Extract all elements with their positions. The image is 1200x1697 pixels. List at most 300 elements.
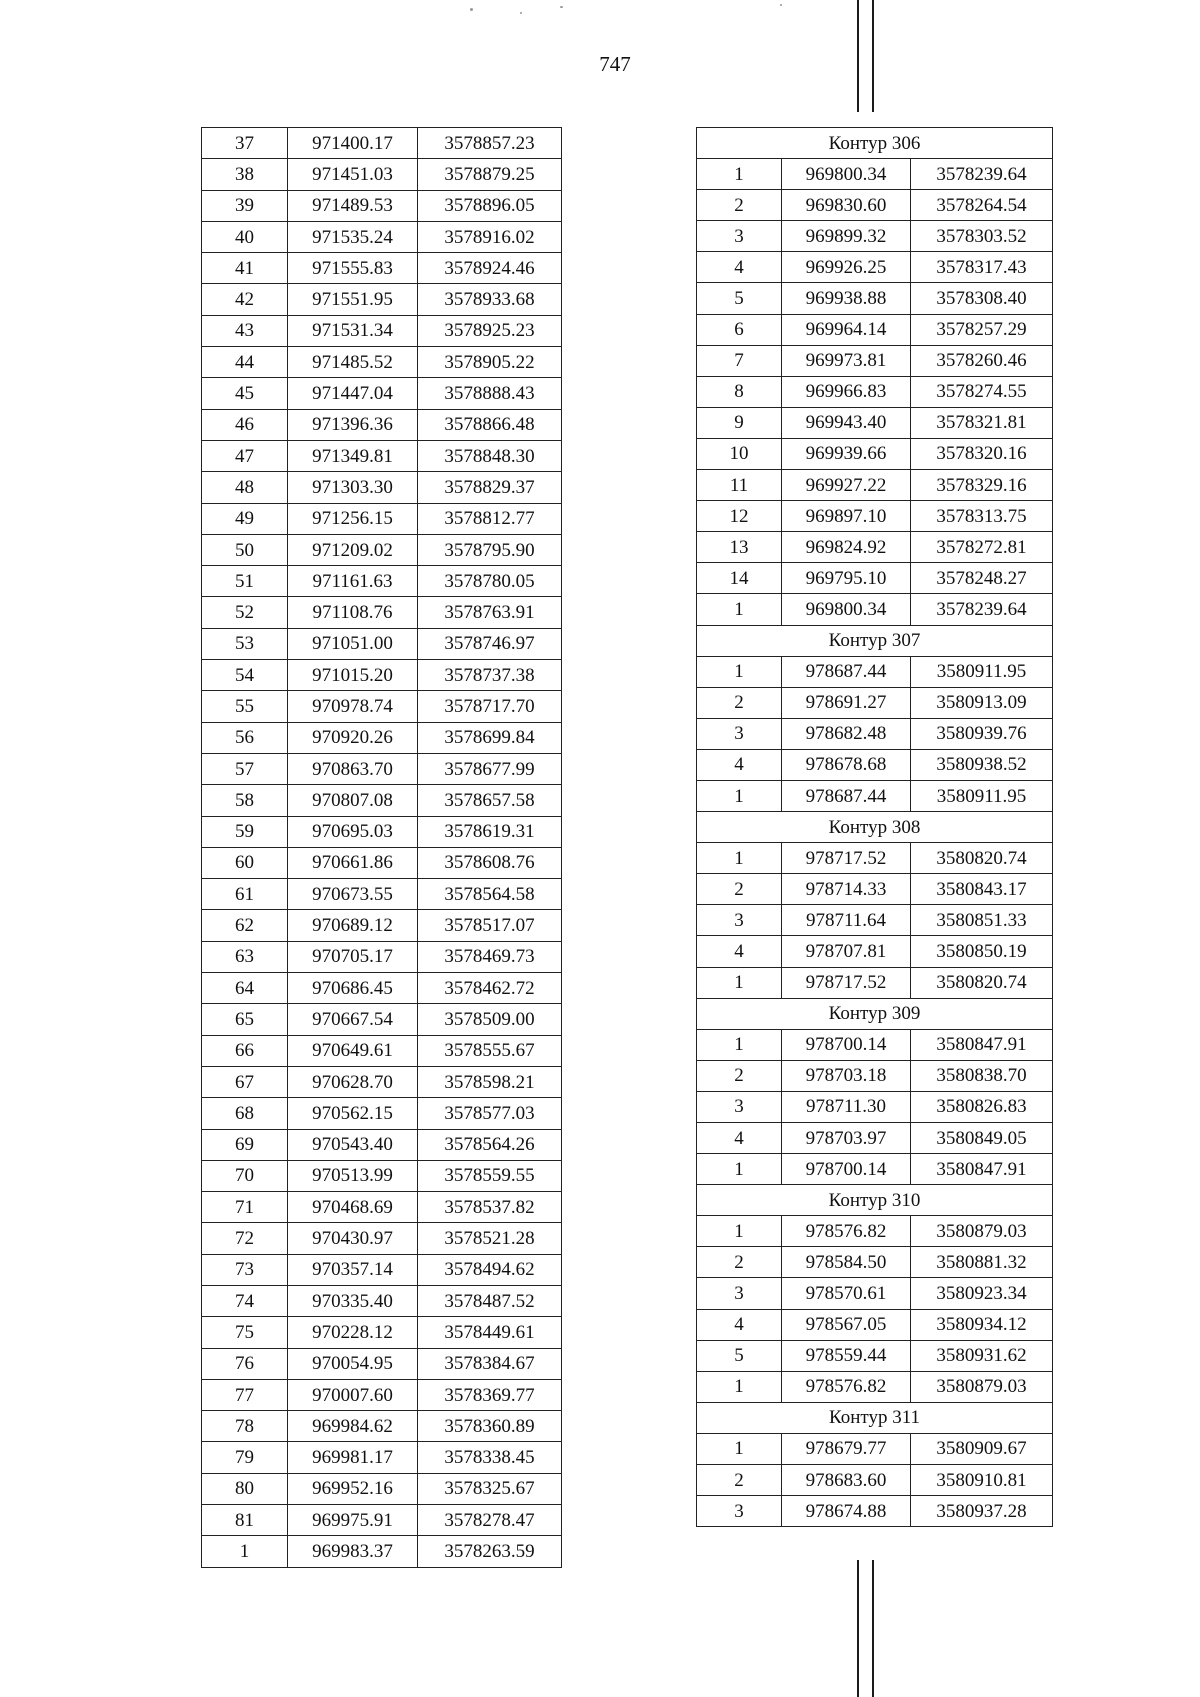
x-coordinate-cell: 969975.91: [288, 1505, 418, 1536]
point-number-cell: 4: [697, 252, 782, 283]
x-coordinate-cell: 971555.83: [288, 253, 418, 284]
table-row: [697, 687, 1053, 718]
table-row: [697, 470, 1053, 501]
x-coordinate-cell: 978570.61: [782, 1278, 911, 1309]
table-row: [202, 753, 562, 784]
x-coordinate-cell: 971209.02: [288, 534, 418, 565]
y-coordinate-cell: 3578369.77: [418, 1379, 562, 1410]
x-coordinate-cell: 969983.37: [288, 1536, 418, 1567]
y-coordinate-cell: 3580923.34: [911, 1278, 1053, 1309]
y-coordinate-cell: 3578257.29: [911, 314, 1053, 345]
point-number-cell: 58: [202, 785, 288, 816]
point-number-cell: 53: [202, 628, 288, 659]
y-coordinate-cell: 3580911.95: [911, 656, 1053, 687]
table-row: [697, 345, 1053, 376]
point-number-cell: 10: [697, 438, 782, 469]
table-row: [697, 1123, 1053, 1154]
y-coordinate-cell: 3580851.33: [911, 905, 1053, 936]
x-coordinate-cell: 971108.76: [288, 597, 418, 628]
point-number-cell: 7: [697, 345, 782, 376]
table-row: [202, 315, 562, 346]
table-row: [697, 1309, 1053, 1340]
y-coordinate-cell: 3578517.07: [418, 910, 562, 941]
y-coordinate-cell: 3578384.67: [418, 1348, 562, 1379]
table-row: [202, 221, 562, 252]
table-row: [202, 1004, 562, 1035]
table-row: [202, 440, 562, 471]
table-row: [202, 1129, 562, 1160]
x-coordinate-cell: 971451.03: [288, 159, 418, 190]
y-coordinate-cell: 3578916.02: [418, 221, 562, 252]
table-row: [202, 1442, 562, 1473]
binding-rule: [872, 0, 874, 112]
x-coordinate-cell: 969899.32: [782, 221, 911, 252]
x-coordinate-cell: 970807.08: [288, 785, 418, 816]
contour-title: Контур 308: [697, 812, 1053, 843]
x-coordinate-cell: 969830.60: [782, 190, 911, 221]
y-coordinate-cell: 3580820.74: [911, 843, 1053, 874]
y-coordinate-cell: 3578657.58: [418, 785, 562, 816]
x-coordinate-cell: 970661.86: [288, 847, 418, 878]
point-number-cell: 1: [697, 159, 782, 190]
y-coordinate-cell: 3580820.74: [911, 967, 1053, 998]
point-number-cell: 4: [697, 749, 782, 780]
x-coordinate-cell: 970689.12: [288, 910, 418, 941]
point-number-cell: 37: [202, 128, 288, 159]
point-number-cell: 1: [697, 1029, 782, 1060]
y-coordinate-cell: 3578780.05: [418, 566, 562, 597]
x-coordinate-cell: 978687.44: [782, 656, 911, 687]
table-row: [697, 656, 1053, 687]
table-row: [697, 1029, 1053, 1060]
point-number-cell: 70: [202, 1160, 288, 1191]
y-coordinate-cell: 3578487.52: [418, 1285, 562, 1316]
point-number-cell: 74: [202, 1285, 288, 1316]
contour-header-row: [697, 998, 1053, 1029]
x-coordinate-cell: 969939.66: [782, 438, 911, 469]
point-number-cell: 13: [697, 532, 782, 563]
y-coordinate-cell: 3578329.16: [911, 470, 1053, 501]
point-number-cell: 14: [697, 563, 782, 594]
table-row: [697, 874, 1053, 905]
point-number-cell: 1: [697, 1371, 782, 1402]
point-number-cell: 42: [202, 284, 288, 315]
y-coordinate-cell: 3578857.23: [418, 128, 562, 159]
y-coordinate-cell: 3578462.72: [418, 973, 562, 1004]
point-number-cell: 2: [697, 1060, 782, 1091]
table-row: [202, 128, 562, 159]
y-coordinate-cell: 3578317.43: [911, 252, 1053, 283]
point-number-cell: 3: [697, 221, 782, 252]
x-coordinate-cell: 969943.40: [782, 407, 911, 438]
x-coordinate-cell: 969897.10: [782, 501, 911, 532]
table-row: [697, 967, 1053, 998]
scan-speck: [520, 12, 522, 14]
y-coordinate-cell: 3580850.19: [911, 936, 1053, 967]
y-coordinate-cell: 3580913.09: [911, 687, 1053, 718]
y-coordinate-cell: 3578879.25: [418, 159, 562, 190]
y-coordinate-cell: 3578521.28: [418, 1223, 562, 1254]
x-coordinate-cell: 969984.62: [288, 1411, 418, 1442]
table-row: [697, 1278, 1053, 1309]
point-number-cell: 43: [202, 315, 288, 346]
x-coordinate-cell: 970667.54: [288, 1004, 418, 1035]
y-coordinate-cell: 3578829.37: [418, 472, 562, 503]
point-number-cell: 2: [697, 1465, 782, 1496]
point-number-cell: 48: [202, 472, 288, 503]
y-coordinate-cell: 3578325.67: [418, 1473, 562, 1504]
left-table-body: [202, 128, 562, 1568]
point-number-cell: 73: [202, 1254, 288, 1285]
y-coordinate-cell: 3580939.76: [911, 718, 1053, 749]
x-coordinate-cell: 969926.25: [782, 252, 911, 283]
point-number-cell: 4: [697, 936, 782, 967]
y-coordinate-cell: 3580849.05: [911, 1123, 1053, 1154]
y-coordinate-cell: 3578699.84: [418, 722, 562, 753]
table-row: [697, 283, 1053, 314]
x-coordinate-cell: 970335.40: [288, 1285, 418, 1316]
table-row: [202, 1411, 562, 1442]
point-number-cell: 62: [202, 910, 288, 941]
y-coordinate-cell: 3578746.97: [418, 628, 562, 659]
x-coordinate-cell: 978711.64: [782, 905, 911, 936]
point-number-cell: 56: [202, 722, 288, 753]
table-row: [202, 1505, 562, 1536]
point-number-cell: 67: [202, 1066, 288, 1097]
point-number-cell: 52: [202, 597, 288, 628]
y-coordinate-cell: 3578449.61: [418, 1317, 562, 1348]
point-number-cell: 47: [202, 440, 288, 471]
y-coordinate-cell: 3578619.31: [418, 816, 562, 847]
x-coordinate-cell: 978678.68: [782, 749, 911, 780]
scan-speck: [470, 8, 473, 11]
y-coordinate-cell: 3580881.32: [911, 1247, 1053, 1278]
y-coordinate-cell: 3578303.52: [911, 221, 1053, 252]
x-coordinate-cell: 969800.34: [782, 159, 911, 190]
point-number-cell: 38: [202, 159, 288, 190]
y-coordinate-cell: 3578677.99: [418, 753, 562, 784]
point-number-cell: 78: [202, 1411, 288, 1442]
point-number-cell: 64: [202, 973, 288, 1004]
y-coordinate-cell: 3580838.70: [911, 1060, 1053, 1091]
point-number-cell: 2: [697, 687, 782, 718]
point-number-cell: 44: [202, 347, 288, 378]
y-coordinate-cell: 3578564.58: [418, 879, 562, 910]
x-coordinate-cell: 969973.81: [782, 345, 911, 376]
y-coordinate-cell: 3578537.82: [418, 1192, 562, 1223]
right-table-body: [697, 128, 1053, 1527]
point-number-cell: 3: [697, 1278, 782, 1309]
table-row: [202, 597, 562, 628]
point-number-cell: 1: [697, 656, 782, 687]
x-coordinate-cell: 970543.40: [288, 1129, 418, 1160]
table-row: [202, 785, 562, 816]
x-coordinate-cell: 969927.22: [782, 470, 911, 501]
x-coordinate-cell: 971551.95: [288, 284, 418, 315]
x-coordinate-cell: 978576.82: [782, 1216, 911, 1247]
table-row: [202, 159, 562, 190]
x-coordinate-cell: 971256.15: [288, 503, 418, 534]
y-coordinate-cell: 3578321.81: [911, 407, 1053, 438]
table-row: [202, 1536, 562, 1567]
contour-title: Контур 307: [697, 625, 1053, 656]
x-coordinate-cell: 978714.33: [782, 874, 911, 905]
x-coordinate-cell: 978700.14: [782, 1029, 911, 1060]
x-coordinate-cell: 978691.27: [782, 687, 911, 718]
binding-rule: [872, 1560, 874, 1697]
table-row: [202, 973, 562, 1004]
y-coordinate-cell: 3580826.83: [911, 1091, 1053, 1122]
table-row: [202, 941, 562, 972]
table-row: [202, 879, 562, 910]
y-coordinate-cell: 3580938.52: [911, 749, 1053, 780]
y-coordinate-cell: 3578564.26: [418, 1129, 562, 1160]
contour-title: Контур 309: [697, 998, 1053, 1029]
contour-header-row: [697, 1402, 1053, 1433]
y-coordinate-cell: 3578737.38: [418, 660, 562, 691]
point-number-cell: 72: [202, 1223, 288, 1254]
table-row: [697, 1465, 1053, 1496]
point-number-cell: 46: [202, 409, 288, 440]
y-coordinate-cell: 3580937.28: [911, 1496, 1053, 1527]
y-coordinate-cell: 3578717.70: [418, 691, 562, 722]
y-coordinate-cell: 3578795.90: [418, 534, 562, 565]
x-coordinate-cell: 970054.95: [288, 1348, 418, 1379]
point-number-cell: 1: [697, 843, 782, 874]
x-coordinate-cell: 971485.52: [288, 347, 418, 378]
table-row: [697, 1371, 1053, 1402]
x-coordinate-cell: 969938.88: [782, 283, 911, 314]
table-row: [202, 660, 562, 691]
y-coordinate-cell: 3578248.27: [911, 563, 1053, 594]
y-coordinate-cell: 3578278.47: [418, 1505, 562, 1536]
x-coordinate-cell: 970628.70: [288, 1066, 418, 1097]
table-row: [202, 409, 562, 440]
point-number-cell: 2: [697, 1247, 782, 1278]
point-number-cell: 1: [697, 967, 782, 998]
x-coordinate-cell: 970673.55: [288, 879, 418, 910]
point-number-cell: 2: [697, 874, 782, 905]
x-coordinate-cell: 969964.14: [782, 314, 911, 345]
y-coordinate-cell: 3578933.68: [418, 284, 562, 315]
point-number-cell: 68: [202, 1098, 288, 1129]
x-coordinate-cell: 970920.26: [288, 722, 418, 753]
table-row: [202, 378, 562, 409]
table-row: [202, 566, 562, 597]
y-coordinate-cell: 3578577.03: [418, 1098, 562, 1129]
y-coordinate-cell: 3578924.46: [418, 253, 562, 284]
x-coordinate-cell: 978700.14: [782, 1154, 911, 1185]
y-coordinate-cell: 3578905.22: [418, 347, 562, 378]
y-coordinate-cell: 3578338.45: [418, 1442, 562, 1473]
point-number-cell: 4: [697, 1123, 782, 1154]
point-number-cell: 3: [697, 1091, 782, 1122]
y-coordinate-cell: 3580909.67: [911, 1433, 1053, 1464]
x-coordinate-cell: 978687.44: [782, 780, 911, 811]
table-row: [697, 563, 1053, 594]
table-row: [697, 314, 1053, 345]
x-coordinate-cell: 971489.53: [288, 190, 418, 221]
y-coordinate-cell: 3578848.30: [418, 440, 562, 471]
table-row: [202, 1035, 562, 1066]
y-coordinate-cell: 3578260.46: [911, 345, 1053, 376]
point-number-cell: 5: [697, 1340, 782, 1371]
point-number-cell: 6: [697, 314, 782, 345]
table-row: [202, 253, 562, 284]
x-coordinate-cell: 970978.74: [288, 691, 418, 722]
y-coordinate-cell: 3578896.05: [418, 190, 562, 221]
table-row: [202, 1379, 562, 1410]
y-coordinate-cell: 3578925.23: [418, 315, 562, 346]
point-number-cell: 59: [202, 816, 288, 847]
y-coordinate-cell: 3580879.03: [911, 1371, 1053, 1402]
x-coordinate-cell: 970695.03: [288, 816, 418, 847]
point-number-cell: 63: [202, 941, 288, 972]
point-number-cell: 50: [202, 534, 288, 565]
point-number-cell: 55: [202, 691, 288, 722]
point-number-cell: 39: [202, 190, 288, 221]
y-coordinate-cell: 3580911.95: [911, 780, 1053, 811]
contour-title: Контур 310: [697, 1185, 1053, 1216]
y-coordinate-cell: 3578313.75: [911, 501, 1053, 532]
y-coordinate-cell: 3578308.40: [911, 283, 1053, 314]
table-row: [697, 594, 1053, 625]
point-number-cell: 79: [202, 1442, 288, 1473]
point-number-cell: 1: [697, 1433, 782, 1464]
x-coordinate-cell: 970007.60: [288, 1379, 418, 1410]
table-row: [697, 532, 1053, 563]
point-number-cell: 3: [697, 905, 782, 936]
x-coordinate-cell: 969824.92: [782, 532, 911, 563]
point-number-cell: 11: [697, 470, 782, 501]
x-coordinate-cell: 969981.17: [288, 1442, 418, 1473]
table-row: [697, 780, 1053, 811]
page-number: 747: [599, 52, 631, 76]
table-row: [697, 843, 1053, 874]
x-coordinate-cell: 970357.14: [288, 1254, 418, 1285]
left-coordinates-table: [201, 127, 562, 1568]
y-coordinate-cell: 3580847.91: [911, 1154, 1053, 1185]
table-row: [202, 816, 562, 847]
point-number-cell: 41: [202, 253, 288, 284]
x-coordinate-cell: 978682.48: [782, 718, 911, 749]
table-row: [697, 936, 1053, 967]
point-number-cell: 65: [202, 1004, 288, 1035]
point-number-cell: 8: [697, 376, 782, 407]
table-row: [202, 1223, 562, 1254]
table-row: [202, 503, 562, 534]
x-coordinate-cell: 970863.70: [288, 753, 418, 784]
y-coordinate-cell: 3578812.77: [418, 503, 562, 534]
x-coordinate-cell: 970468.69: [288, 1192, 418, 1223]
table-row: [202, 284, 562, 315]
point-number-cell: 45: [202, 378, 288, 409]
table-row: [697, 501, 1053, 532]
x-coordinate-cell: 971161.63: [288, 566, 418, 597]
x-coordinate-cell: 978703.97: [782, 1123, 911, 1154]
y-coordinate-cell: 3578888.43: [418, 378, 562, 409]
x-coordinate-cell: 969800.34: [782, 594, 911, 625]
table-row: [202, 847, 562, 878]
table-row: [202, 910, 562, 941]
y-coordinate-cell: 3580879.03: [911, 1216, 1053, 1247]
table-row: [202, 347, 562, 378]
point-number-cell: 81: [202, 1505, 288, 1536]
y-coordinate-cell: 3578559.55: [418, 1160, 562, 1191]
y-coordinate-cell: 3578494.62: [418, 1254, 562, 1285]
y-coordinate-cell: 3580934.12: [911, 1309, 1053, 1340]
point-number-cell: 66: [202, 1035, 288, 1066]
contour-header-row: [697, 812, 1053, 843]
y-coordinate-cell: 3580843.17: [911, 874, 1053, 905]
x-coordinate-cell: 978584.50: [782, 1247, 911, 1278]
table-row: [697, 221, 1053, 252]
right-coordinates-table: [696, 127, 1053, 1527]
y-coordinate-cell: 3578272.81: [911, 532, 1053, 563]
point-number-cell: 1: [697, 1216, 782, 1247]
x-coordinate-cell: 978703.18: [782, 1060, 911, 1091]
x-coordinate-cell: 971535.24: [288, 221, 418, 252]
y-coordinate-cell: 3578608.76: [418, 847, 562, 878]
x-coordinate-cell: 970513.99: [288, 1160, 418, 1191]
table-row: [697, 407, 1053, 438]
x-coordinate-cell: 978567.05: [782, 1309, 911, 1340]
point-number-cell: 77: [202, 1379, 288, 1410]
y-coordinate-cell: 3578469.73: [418, 941, 562, 972]
x-coordinate-cell: 971051.00: [288, 628, 418, 659]
table-row: [202, 534, 562, 565]
table-row: [697, 1247, 1053, 1278]
table-row: [697, 159, 1053, 190]
x-coordinate-cell: 970649.61: [288, 1035, 418, 1066]
table-row: [202, 190, 562, 221]
table-row: [202, 1160, 562, 1191]
x-coordinate-cell: 970228.12: [288, 1317, 418, 1348]
x-coordinate-cell: 978717.52: [782, 843, 911, 874]
x-coordinate-cell: 971396.36: [288, 409, 418, 440]
table-row: [697, 749, 1053, 780]
point-number-cell: 49: [202, 503, 288, 534]
table-row: [697, 1340, 1053, 1371]
point-number-cell: 1: [202, 1536, 288, 1567]
contour-header-row: [697, 1185, 1053, 1216]
binding-rule: [857, 0, 859, 112]
contour-title: Контур 311: [697, 1402, 1053, 1433]
table-row: [202, 1317, 562, 1348]
x-coordinate-cell: 970686.45: [288, 973, 418, 1004]
y-coordinate-cell: 3578598.21: [418, 1066, 562, 1097]
y-coordinate-cell: 3578239.64: [911, 594, 1053, 625]
table-row: [697, 1433, 1053, 1464]
point-number-cell: 75: [202, 1317, 288, 1348]
y-coordinate-cell: 3578555.67: [418, 1035, 562, 1066]
point-number-cell: 1: [697, 1154, 782, 1185]
point-number-cell: 1: [697, 780, 782, 811]
x-coordinate-cell: 969966.83: [782, 376, 911, 407]
x-coordinate-cell: 971447.04: [288, 378, 418, 409]
point-number-cell: 3: [697, 718, 782, 749]
x-coordinate-cell: 978559.44: [782, 1340, 911, 1371]
y-coordinate-cell: 3578509.00: [418, 1004, 562, 1035]
point-number-cell: 5: [697, 283, 782, 314]
point-number-cell: 76: [202, 1348, 288, 1379]
point-number-cell: 2: [697, 190, 782, 221]
y-coordinate-cell: 3580931.62: [911, 1340, 1053, 1371]
y-coordinate-cell: 3578360.89: [418, 1411, 562, 1442]
table-row: [202, 1285, 562, 1316]
contour-title: Контур 306: [697, 128, 1053, 159]
y-coordinate-cell: 3578274.55: [911, 376, 1053, 407]
